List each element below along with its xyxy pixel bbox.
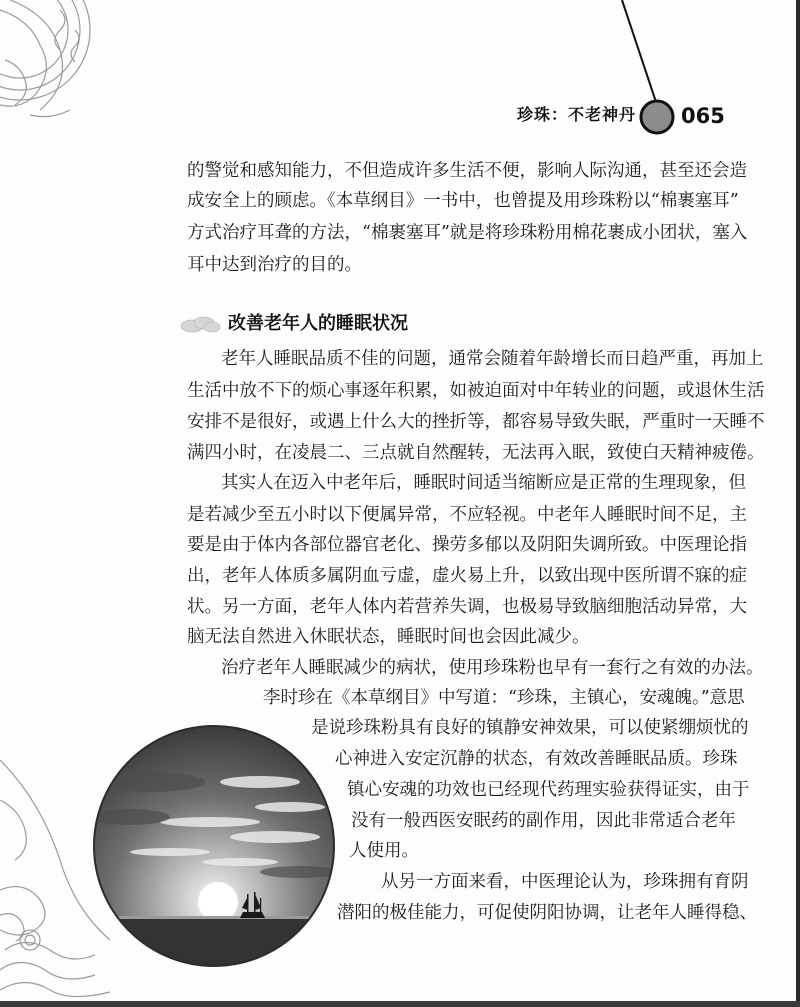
text-line: 成安全上的顾虑。《本草纲目》一书中，也曾提及用珍珠粉以“棉裹塞耳” <box>187 191 739 211</box>
text-line: 满四小时，在凌晨二、三点就自然醒转，无法再入眠，致使白天精神疲倦。 <box>187 443 765 463</box>
text-line: 状。另一方面，老年人体内若营养失调，也极易导致脑细胞活动异常，大 <box>187 597 747 617</box>
dragon-ornament-top <box>0 0 115 135</box>
page-number: 065 <box>681 104 725 128</box>
cloud-icon <box>178 313 222 335</box>
text-line: 治疗老年人睡眠减少的病状，使用珍珠粉也早有一套行之有效的办法。 <box>221 658 764 678</box>
sunset-sea-image <box>90 722 338 970</box>
section-heading: 改善老年人的睡眠状况 <box>228 313 408 334</box>
text-line: 潜阳的极佳能力，可促使阴阳协调，让老年人睡得稳、 <box>337 903 757 923</box>
text-line: 生活中放不下的烦心事逐年积累，如被迫面对中年转业的问题，或退休生活 <box>187 381 765 401</box>
text-line: 没有一般西医安眠药的副作用，因此非常适合老年 <box>351 811 736 831</box>
text-line: 是说珍珠粉具有良好的镇静安神效果，可以使紧绷烦忧的 <box>311 718 749 738</box>
text-line: 出，老年人体质多属阴血亏虚，虚火易上升，以致出现中医所谓不寐的症 <box>187 566 747 586</box>
text-line: 心神进入安定沉静的状态，有效改善睡眠品质。珍珠 <box>335 749 738 769</box>
page-edge <box>0 1001 800 1007</box>
text-line: 安排不是很好，或遇上什么大的挫折等，都容易导致失眠，严重时一天睡不 <box>187 412 765 432</box>
text-line: 李时珍在《本草纲目》中写道：“珍珠，主镇心，安魂魄。”意思 <box>263 688 745 708</box>
text-line: 镇心安魂的功效也已经现代药理实验获得证实，由于 <box>347 780 750 800</box>
page-edge <box>796 0 800 1007</box>
text-line: 的警觉和感知能力，不但造成许多生活不便，影响人际沟通，甚至还会造 <box>187 161 747 181</box>
text-line: 是若减少至五小时以下便属异常，不应轻视。中老年人睡眠时间不足，主 <box>187 505 747 525</box>
text-line: 从另一方面来看，中医理论认为，珍珠拥有育阴 <box>381 872 749 892</box>
text-line: 其实人在迈入中老年后，睡眠时间适当缩断应是正常的生理现象，但 <box>221 473 746 493</box>
text-line: 人使用。 <box>349 841 419 861</box>
text-line: 要是由于体内各部位器官老化、操劳多郁以及阴阳失调所致。中医理论指 <box>187 535 747 555</box>
running-title: 珍珠：不老神丹 <box>517 105 637 124</box>
text-line: 方式治疗耳聋的方法，“棉裹塞耳”就是将珍珠粉用棉花裹成小团状，塞入 <box>187 223 748 243</box>
text-line: 脑无法自然进入休眠状态，睡眠时间也会因此减少。 <box>187 627 590 647</box>
text-line: 耳中达到治疗的目的。 <box>187 255 362 275</box>
text-line: 老年人睡眠品质不佳的问题，通常会随着年龄增长而日趋严重，再加上 <box>221 349 764 369</box>
